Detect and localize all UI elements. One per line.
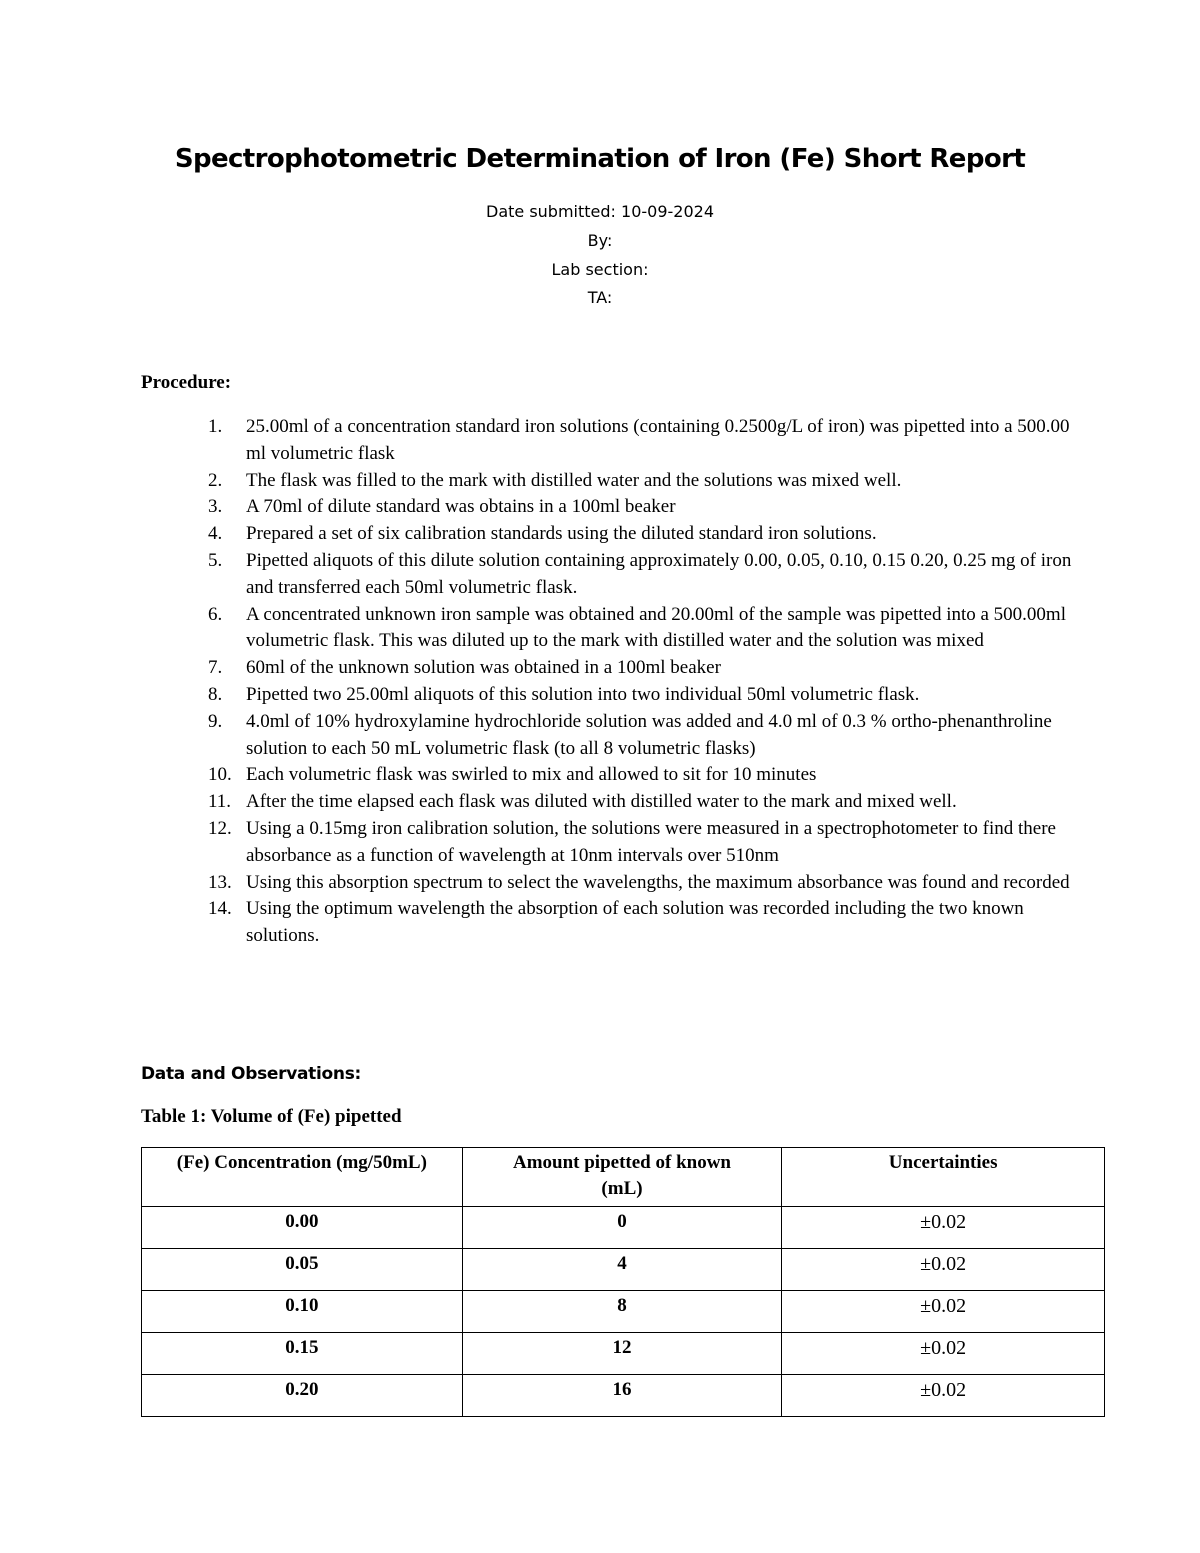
step-number: 12. — [208, 817, 232, 839]
step-text: Pipetted aliquots of this dilute solution containing approximately 0.00, 0.05, 0.10, 0.15 0.20, 0.25 mg of iron and transferred each 50ml volumetric flask. — [246, 549, 1072, 598]
cell-uncertainty: ±0.02 — [782, 1291, 1105, 1333]
cell-uncertainty: ±0.02 — [782, 1375, 1105, 1417]
procedure-step — [208, 468, 1076, 495]
cell-amount: 8 — [462, 1291, 782, 1333]
cell-amount: 16 — [462, 1375, 782, 1417]
step-text: Using this absorption spectrum to select the wavelengths, the maximum absorbance was found and recorded — [246, 871, 1070, 893]
cell-amount: 12 — [462, 1333, 782, 1375]
step-text: Pipetted two 25.00ml aliquots of this solution into two individual 50ml volumetric flask. — [246, 683, 920, 705]
table-header-row — [142, 1148, 1105, 1207]
step-text: Using the optimum wavelength the absorption of each solution was recorded including the two known solutions. — [246, 898, 1024, 947]
step-text: Prepared a set of six calibration standards using the diluted standard iron solutions. — [246, 523, 877, 545]
column-header-amount-pipetted: Amount pipetted of known (mL) — [462, 1148, 782, 1207]
author-line: By: — [587, 231, 613, 250]
cell-concentration: 0.05 — [142, 1249, 463, 1291]
procedure-heading: Procedure: — [141, 372, 232, 393]
step-text: Each volumetric flask was swirled to mix and allowed to sit for 10 minutes — [246, 764, 817, 786]
procedure-step — [208, 494, 1076, 521]
step-text: A concentrated unknown iron sample was obtained and 20.00ml of the sample was pipetted into a 500.00ml volumetric flask. This was diluted up to the mark with distilled water and the solution was mixed — [246, 603, 1066, 652]
procedure-step — [208, 414, 1076, 468]
table-row — [142, 1333, 1105, 1375]
step-number: 3. — [208, 496, 223, 518]
cell-uncertainty: ±0.02 — [782, 1207, 1105, 1249]
step-text: 25.00ml of a concentration standard iron solutions (containing 0.2500g/L of iron) was pipetted into a 500.00 ml volumetric flask — [246, 416, 1070, 464]
cell-concentration: 0.15 — [142, 1333, 463, 1375]
step-number: 4. — [208, 523, 223, 545]
procedure-step — [208, 789, 1076, 816]
step-number: 6. — [208, 603, 223, 625]
cell-concentration: 0.00 — [142, 1207, 463, 1249]
procedure-step — [208, 762, 1076, 789]
procedure-step — [208, 521, 1076, 548]
table-row — [142, 1207, 1105, 1249]
procedure-step — [208, 709, 1076, 763]
step-number: 1. — [208, 416, 223, 437]
lab-section-line: Lab section: — [551, 260, 649, 279]
table-row — [142, 1249, 1105, 1291]
step-number: 14. — [208, 898, 232, 920]
procedure-step — [208, 548, 1076, 602]
cell-concentration: 0.10 — [142, 1291, 463, 1333]
step-number: 5. — [208, 549, 223, 571]
step-text: The flask was filled to the mark with distilled water and the solutions was mixed well. — [246, 469, 902, 491]
procedure-step — [208, 896, 1076, 950]
pipetted-volume-table — [141, 1147, 1105, 1417]
table-row — [142, 1375, 1105, 1417]
step-number: 13. — [208, 871, 232, 893]
step-number: 10. — [208, 764, 232, 786]
cell-uncertainty: ±0.02 — [782, 1249, 1105, 1291]
date-submitted: Date submitted: 10-09-2024 — [486, 202, 714, 221]
ta-line: TA: — [587, 288, 613, 307]
procedure-step — [208, 602, 1076, 656]
cell-amount: 0 — [462, 1207, 782, 1249]
column-header-uncertainties: Uncertainties — [782, 1148, 1105, 1207]
step-text: A 70ml of dilute standard was obtains in a 100ml beaker — [246, 496, 676, 518]
step-number: 2. — [208, 469, 223, 491]
table-row — [142, 1291, 1105, 1333]
step-text: 60ml of the unknown solution was obtained in a 100ml beaker — [246, 657, 721, 679]
report-title: Spectrophotometric Determination of Iron (Fe) Short Report — [174, 144, 1026, 174]
step-text: 4.0ml of 10% hydroxylamine hydrochloride solution was added and 4.0 ml of 0.3 % ortho-phenanthroline solution to each 50 mL volumetric flask (to all 8 volumetric flasks) — [246, 710, 1052, 759]
cell-uncertainty: ±0.02 — [782, 1333, 1105, 1375]
data-observations-heading: Data and Observations: — [141, 1064, 362, 1084]
procedure-step — [208, 655, 1076, 682]
procedure-step — [208, 816, 1076, 870]
table-caption: Table 1: Volume of (Fe) pipetted — [141, 1106, 402, 1127]
step-number: 7. — [208, 657, 223, 679]
step-text: After the time elapsed each flask was diluted with distilled water to the mark and mixed well. — [246, 791, 957, 813]
cell-concentration: 0.20 — [142, 1375, 463, 1417]
step-number: 8. — [208, 683, 223, 705]
step-number: 9. — [208, 710, 223, 732]
column-header-concentration: (Fe) Concentration (mg/50mL) — [142, 1148, 463, 1207]
procedure-step — [208, 682, 1076, 709]
cell-amount: 4 — [462, 1249, 782, 1291]
procedure-step — [208, 870, 1076, 897]
procedure-list — [208, 414, 1076, 950]
step-text: Using a 0.15mg iron calibration solution, the solutions were measured in a spectrophotometer to find there absorbance as a function of wavelength at 10nm intervals over 510nm — [246, 817, 1056, 866]
step-number: 11. — [208, 791, 232, 813]
